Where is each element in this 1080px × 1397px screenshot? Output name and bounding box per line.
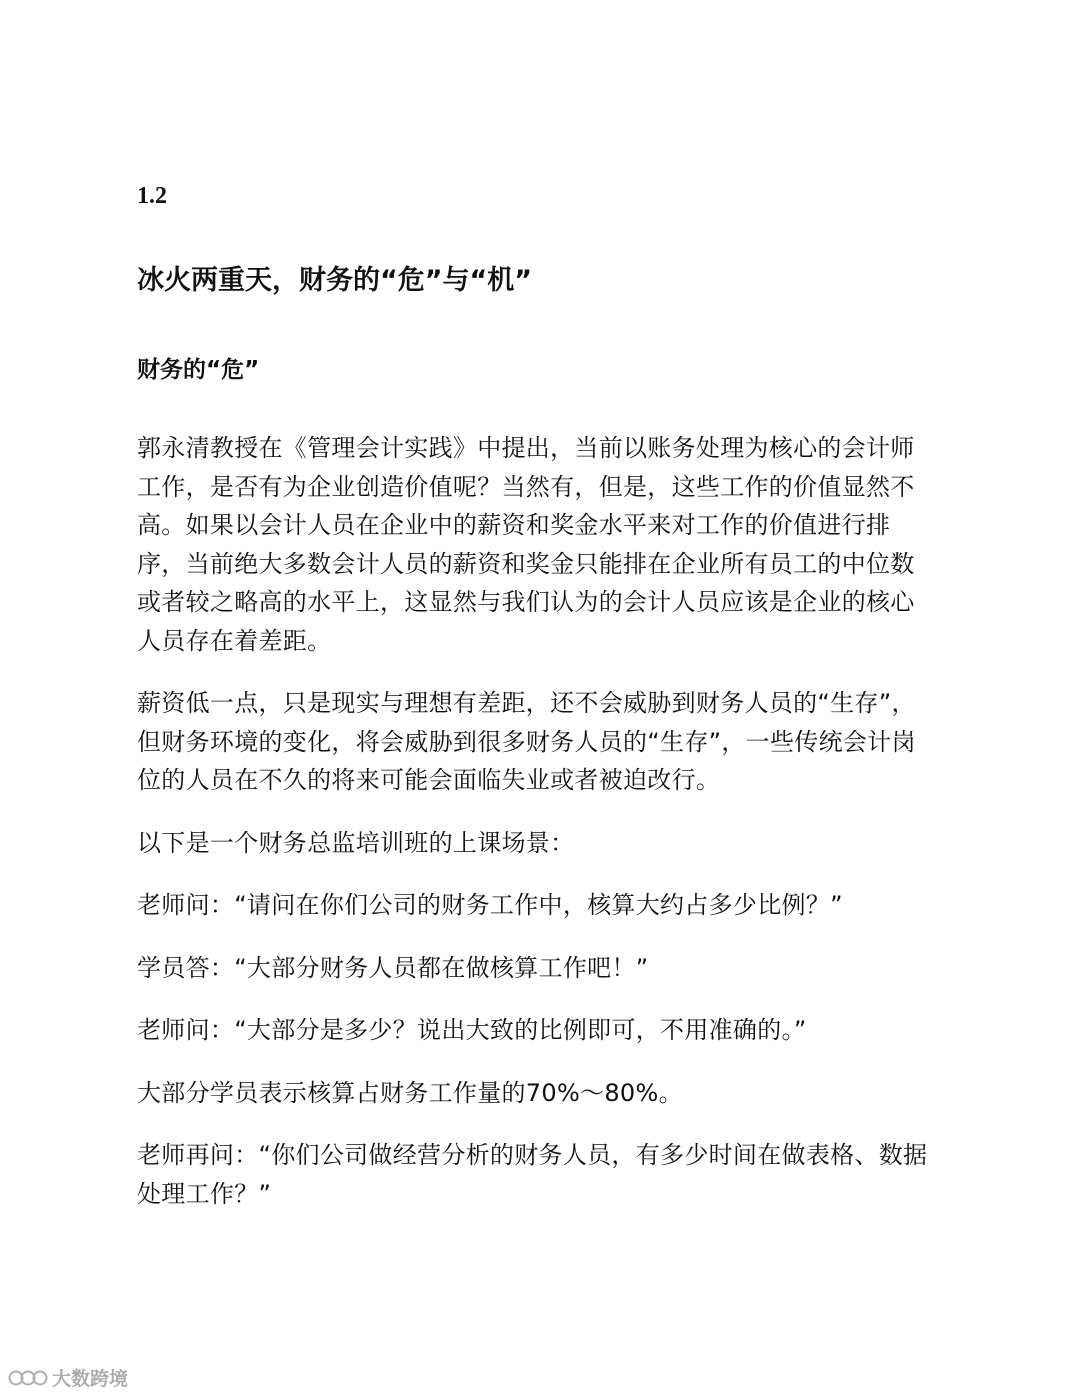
section-number: 1.2 bbox=[137, 183, 167, 209]
paragraph: 薪资低一点，只是现实与理想有差距，还不会威胁到财务人员的“生存”，但财务环境的变化，将会威胁到很多财务人员的“生存”，一些传统会计岗位的人员在不久的将来可能会面临失业或者被迫改行。 bbox=[137, 689, 916, 794]
chapter-title: 冰火两重天，财务的“危”与“机” bbox=[137, 265, 532, 296]
paragraph: 以下是一个财务总监培训班的上课场景： bbox=[137, 828, 575, 857]
paragraph: 学员答：“大部分财务人员都在做核算工作吧！” bbox=[137, 953, 649, 982]
paragraph: 老师问：“请问在你们公司的财务工作中，核算大约占多少比例？” bbox=[137, 891, 843, 919]
watermark bbox=[8, 1364, 128, 1391]
paragraph: 大部分学员表示核算占财务工作量的70%～80%。 bbox=[137, 1078, 683, 1107]
logo-icon bbox=[8, 1367, 48, 1389]
paragraph: 老师问：“大部分是多少？说出大致的比例即可，不用准确的。” bbox=[137, 1016, 807, 1044]
paragraph: 老师再问：“你们公司做经营分析的财务人员，有多少时间在做表格、数据处理工作？” bbox=[137, 1141, 928, 1208]
subsection-title: 财务的“危” bbox=[137, 357, 260, 383]
body-text bbox=[137, 429, 937, 1237]
watermark-text: 大数跨境 bbox=[52, 1368, 129, 1390]
paragraph: 郭永清教授在《管理会计实践》中提出，当前以账务处理为核心的会计师工作，是否有为企业创造价值呢？当然有，但是，这些工作的价值显然不高。如果以会计人员在企业中的薪资和奖金水平来对工作的价值进行排序，当前绝大多数会计人员的薪资和奖金只能排在企业所有员工的中位数或者较之略高的水平上，这显然与我们认为的会计人员应该是企业的核心人员存在着差距。 bbox=[137, 434, 915, 655]
